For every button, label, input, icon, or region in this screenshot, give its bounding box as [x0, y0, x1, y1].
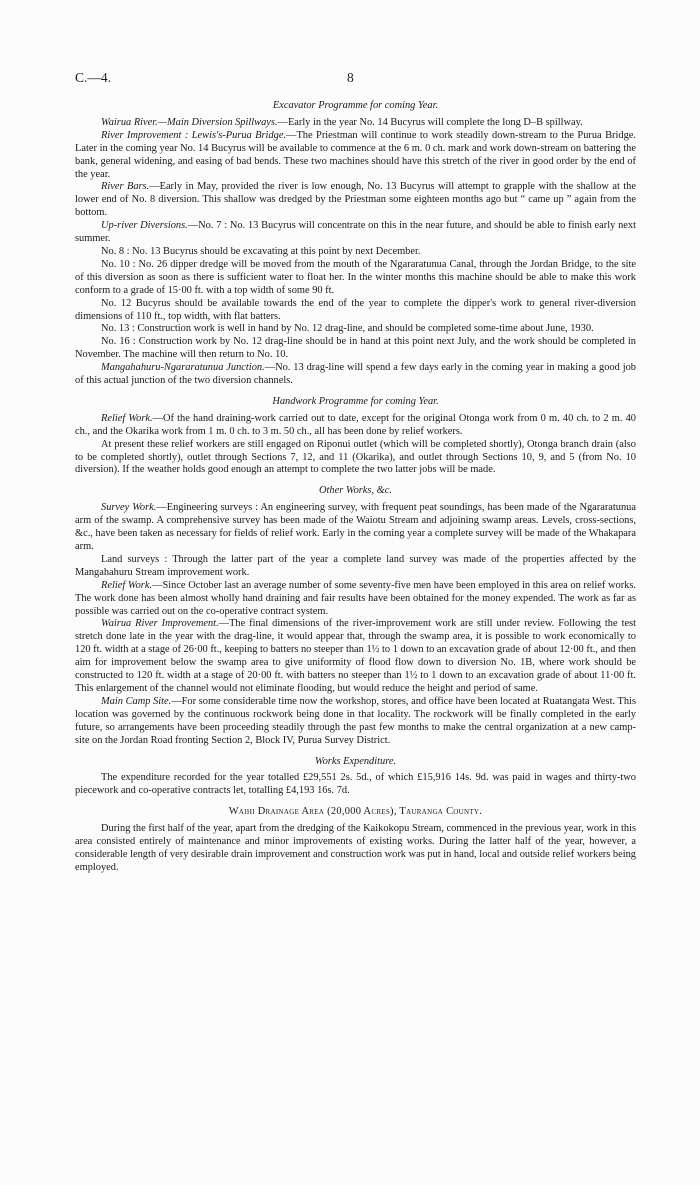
paragraph-text: During the first half of the year, apart from the dredging of the Kaikokopu Stream, commenced in the previous year, work in this area consisted entirely of maintenance and minor improvements of existing works. During the latter half of the year, however, a considerable length of very desirable drain improvement and construction work was put in hand, local and outside relief workers being employed. — [75, 823, 636, 873]
paragraph — [75, 580, 636, 619]
paragraph-text: Land surveys : Through the latter part of the year a complete land survey was made of the properties affected by the Mangahahuru Stream improvement work. — [75, 553, 636, 578]
paragraph-text: —Since October last an average number of some seventy-five men have been employed in this area on relief works. The work done has been almost wholly hand draining and fair results have been obtained for the money expended. The work as far as possible was carried out on the co-operative contract system. — [75, 579, 637, 617]
paragraph — [75, 130, 636, 182]
section-heading: Other Works, &c. — [319, 485, 392, 497]
paragraph-text: The expenditure recorded for the year totalled £29,551 2s. 5d., of which £15,916 14s. 9d. was paid in wages and thirty-two piecework and co-operative contracts let, totalling £4,193 16s. 7d. — [75, 772, 636, 797]
paragraph — [75, 246, 636, 259]
paragraph-text: —For some considerable time now the workshop, stores, and office have been located at Ruatangata West. This location was governed by the continuous rockwork being done in that locality. The rockwork will be finally completed in the early future, so arrangements have been proceeding steadily through the past few months to make the central organization at a new camp-site on the Jordan Road fronting Section 2, Block IV, Purua Survey District. — [75, 695, 636, 746]
paragraph — [75, 117, 636, 130]
paragraph-text: No. 10 : No. 26 dipper dredge will be moved from the mouth of the Ngararatunua Canal, through the Jordan Bridge, to the site of this diversion as soon as there is sufficient water to float her. In the winter months this machine should be able to make this work conform to a grade of 15·00 ft. with a top width of some 90 ft. — [75, 258, 636, 296]
paragraph-text: No. 13 : Construction work is well in hand by No. 12 drag-line, and should be completed some-time about June, 1930. — [101, 323, 594, 335]
paragraph — [75, 323, 636, 336]
paragraph-text: No. 16 : Construction work by No. 12 drag-line should be in hand at this point next July, and the work should be completed in November. The machine will then return to No. 10. — [75, 336, 636, 361]
paragraph-lead: Main Camp Site. — [101, 695, 172, 707]
paragraph-lead: Up-river Diversions. — [101, 220, 188, 232]
paragraph — [75, 618, 636, 695]
paragraph-lead: River Bars. — [101, 181, 150, 193]
paragraph — [75, 181, 636, 220]
document-reference: C.—4. — [75, 70, 112, 85]
paragraph-text: —No. 7 : No. 13 Bucyrus will concentrate on this in the near future, and should be able to finish early next summer. — [75, 220, 636, 245]
paragraph-lead: Survey Work. — [101, 502, 157, 514]
paragraph-lead: River Improvement : Lewis's-Purua Bridge. — [101, 129, 287, 141]
area-heading: Waihi Drainage Area (20,000 Acres), Tauranga County. — [228, 806, 483, 818]
paragraph-text: At present these relief workers are still engaged on Riponui outlet (which will be completed shortly), Otonga branch drain (also to be completed shortly), outlet through Sections 7, 12, and 11 (Okarika), and outlet through Sections 10, 9, and 5 (from No. 10 diversion). If the weather holds good enough an attempt to complete the two latter jobs will be made. — [75, 438, 636, 476]
page-number: 8 — [347, 70, 354, 85]
paragraph-text: —Of the hand draining-work carried out to date, except for the original Otonga work from 0 m. 40 ch. to 2 m. 40 ch., and the Okarika work from 1 m. 0 ch. to 3 m. 50 ch., all has been done by relief workers. — [75, 412, 636, 437]
paragraph — [75, 336, 636, 362]
paragraph — [75, 502, 636, 554]
section-heading: Excavator Programme for coming Year. — [272, 100, 439, 111]
paragraph-text: —Engineering surveys : An engineering survey, with frequent peat soundings, has been made of the Ngararatunua arm of the swamp. A comprehensive survey has been made of the Waiotu Stream and adjoining swamp areas. Levels, cross-sections, &c., have been taken as necessary for fields of relief work. Early in the coming year a complete survey will be made of the Whakapara arm. — [75, 502, 636, 552]
paragraph — [75, 220, 636, 246]
paragraph — [75, 362, 636, 388]
paragraph-lead: Relief Work. — [101, 412, 153, 424]
section-heading: Handwork Programme for coming Year. — [272, 395, 439, 407]
paragraph-text: —The final dimensions of the river-improvement work are still under review. Following the test stretch done late in the year with the drag-line, it would appear that, through the swamp area, it is possible to work economically to 120 ft. width at a stage of 26·00 ft., keeping to batters no steeper than 1½ to 1 down to an excavation grade of about 12·00 ft., and then aim for improvement below the swamp area to give uniformity of flood flow down to diversion No. 1B, where work should be constructed to 120 ft. width at a stage of 20·00 ft. with batters no steeper than 1½ to 1 down to an excavation grade of about 11·00 ft. This enlargement of the channel would not eliminate flooding, but would reduce the height and period of same. — [75, 618, 636, 694]
paragraph-text: —No. 13 drag-line will spend a few days early in the coming year in making a good job of this actual junction of the two diversion channels. — [75, 362, 637, 387]
paragraph-text: No. 8 : No. 13 Bucyrus should be excavating at this point by next December. — [101, 245, 421, 257]
paragraph — [75, 696, 636, 748]
paragraph-lead: Mangahahuru-Ngararatunua Junction. — [101, 362, 265, 374]
paragraph — [75, 439, 636, 478]
paragraph-text: No. 12 Bucyrus should be available towards the end of the year to complete the dipper's work to general river-diversion dimensions of 110 ft., top width, with flat batters. — [75, 297, 636, 322]
paragraph-text: —The Priestman will continue to work steadily down-stream to the Purua Bridge. Later in the coming year No. 14 Bucyrus will be available to commence at the 6 m. 0 ch. mark and work down-stream on battering the bank, general widening, and easing of bad bends. These two machines should have this stretch of the river in good order by the end of the year. — [75, 129, 636, 180]
paragraph-lead: Wairua River Improvement. — [101, 618, 219, 630]
paragraph-lead: Wairua River.—Main Diversion Spillways. — [101, 116, 278, 128]
paragraph — [75, 259, 636, 298]
paragraph — [75, 823, 636, 875]
paragraph-lead: Relief Work. — [101, 579, 153, 591]
section-heading: Works Expenditure. — [314, 755, 397, 767]
paragraph-text: —Early in the year No. 14 Bucyrus will complete the long D–B spillway. — [277, 116, 583, 128]
paragraph — [75, 298, 636, 324]
paragraph — [75, 772, 636, 798]
paragraph — [75, 413, 636, 439]
page-header — [75, 62, 636, 92]
paragraph-text: —Early in May, provided the river is low enough, No. 13 Bucyrus will attempt to grapple with the shallow at the lower end of No. 8 diversion. This shallow was dredged by the Priestman some eighteen months ago but “ came up ” again from the bottom. — [75, 181, 636, 219]
paragraph — [75, 554, 636, 580]
